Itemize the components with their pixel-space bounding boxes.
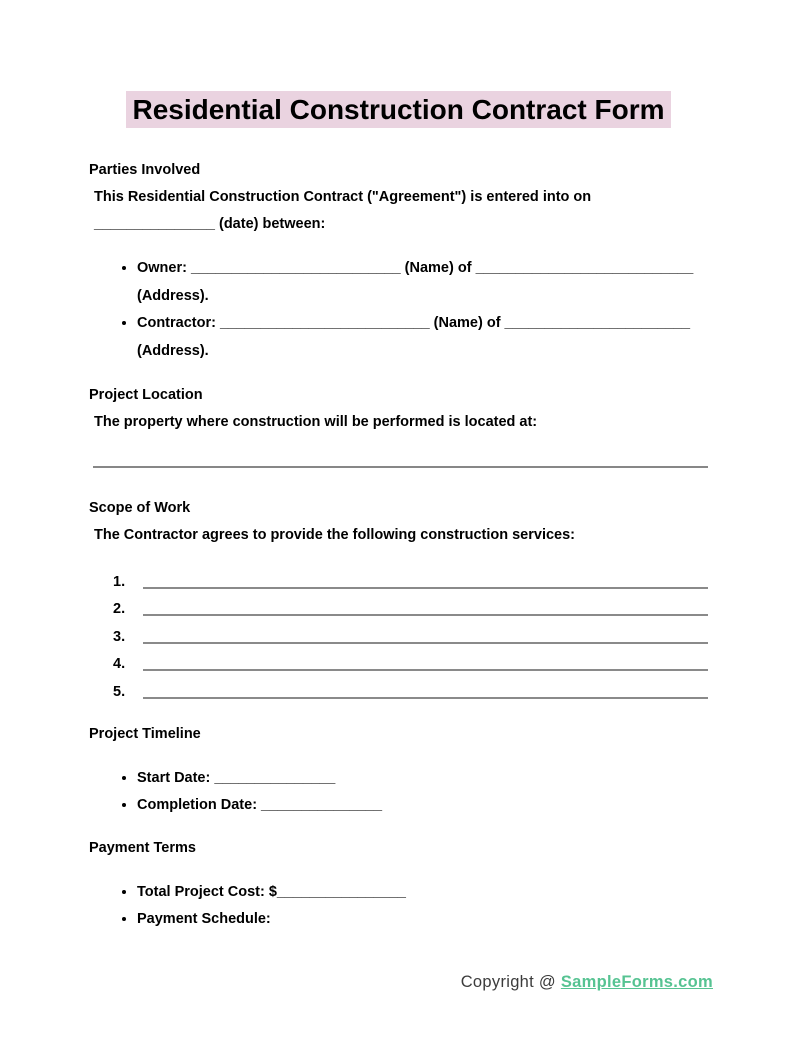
section-heading-parties: Parties Involved: [89, 162, 201, 178]
sampleforms-link[interactable]: SampleForms.com: [560, 973, 713, 991]
section-heading-location: Project Location: [89, 387, 203, 403]
payment-schedule-bullet-item: • Payment Schedule:: [137, 906, 708, 934]
location-intro-text: The property where construction will be performed is located at:: [94, 414, 538, 430]
scope-blank-line: [143, 697, 708, 699]
scope-blank-line: [143, 642, 708, 644]
copyright-text: Copyright @: [460, 973, 561, 991]
scope-item-row: [89, 566, 708, 594]
scope-intro-text: The Contractor agrees to provide the following construction services:: [94, 527, 575, 543]
footer-copyright: [461, 970, 713, 994]
title-row: [89, 91, 708, 128]
parties-intro-text: This Residential Construction Contract ("Agreement") is entered into on _______________ (date) between:: [94, 189, 592, 232]
section-heading-timeline: Project Timeline: [89, 725, 201, 742]
owner-bullet-item: • Owner: __________________________ (Name) of ___________________________ (Address).: [137, 255, 708, 310]
scope-blank-line: [143, 587, 708, 589]
timeline-bullet-list: [89, 765, 708, 820]
scope-blank-line: [143, 614, 708, 616]
scope-item-row: [89, 621, 708, 649]
page-title: Residential Construction Contract Form: [126, 91, 670, 128]
total-cost-bullet-item: • Total Project Cost: $________________: [137, 879, 708, 907]
scope-item-row: [89, 676, 708, 704]
section-heading-payment: Payment Terms: [89, 839, 196, 856]
section-heading-scope: Scope of Work: [89, 500, 191, 516]
scope-blank-line: [143, 669, 708, 671]
scope-item-row: [89, 649, 708, 677]
location-blank-line: [93, 466, 708, 468]
contractor-bullet-item: • Contractor: __________________________ (Name) of _______________________ (Address).: [137, 310, 708, 365]
scope-item-number: 1.: [113, 573, 126, 590]
scope-item-number: 3.: [113, 628, 126, 645]
scope-item-number: 2.: [113, 601, 126, 617]
completion-date-bullet-item: • Completion Date: _______________: [137, 792, 708, 820]
scope-item-number: 4.: [113, 656, 126, 672]
parties-bullet-list: [89, 255, 708, 365]
scope-item-row: [89, 594, 708, 622]
scope-item-number: 5.: [113, 683, 126, 700]
payment-bullet-list: [89, 879, 708, 934]
start-date-bullet-item: • Start Date: _______________: [137, 765, 708, 793]
scope-numbered-list: [89, 566, 708, 704]
